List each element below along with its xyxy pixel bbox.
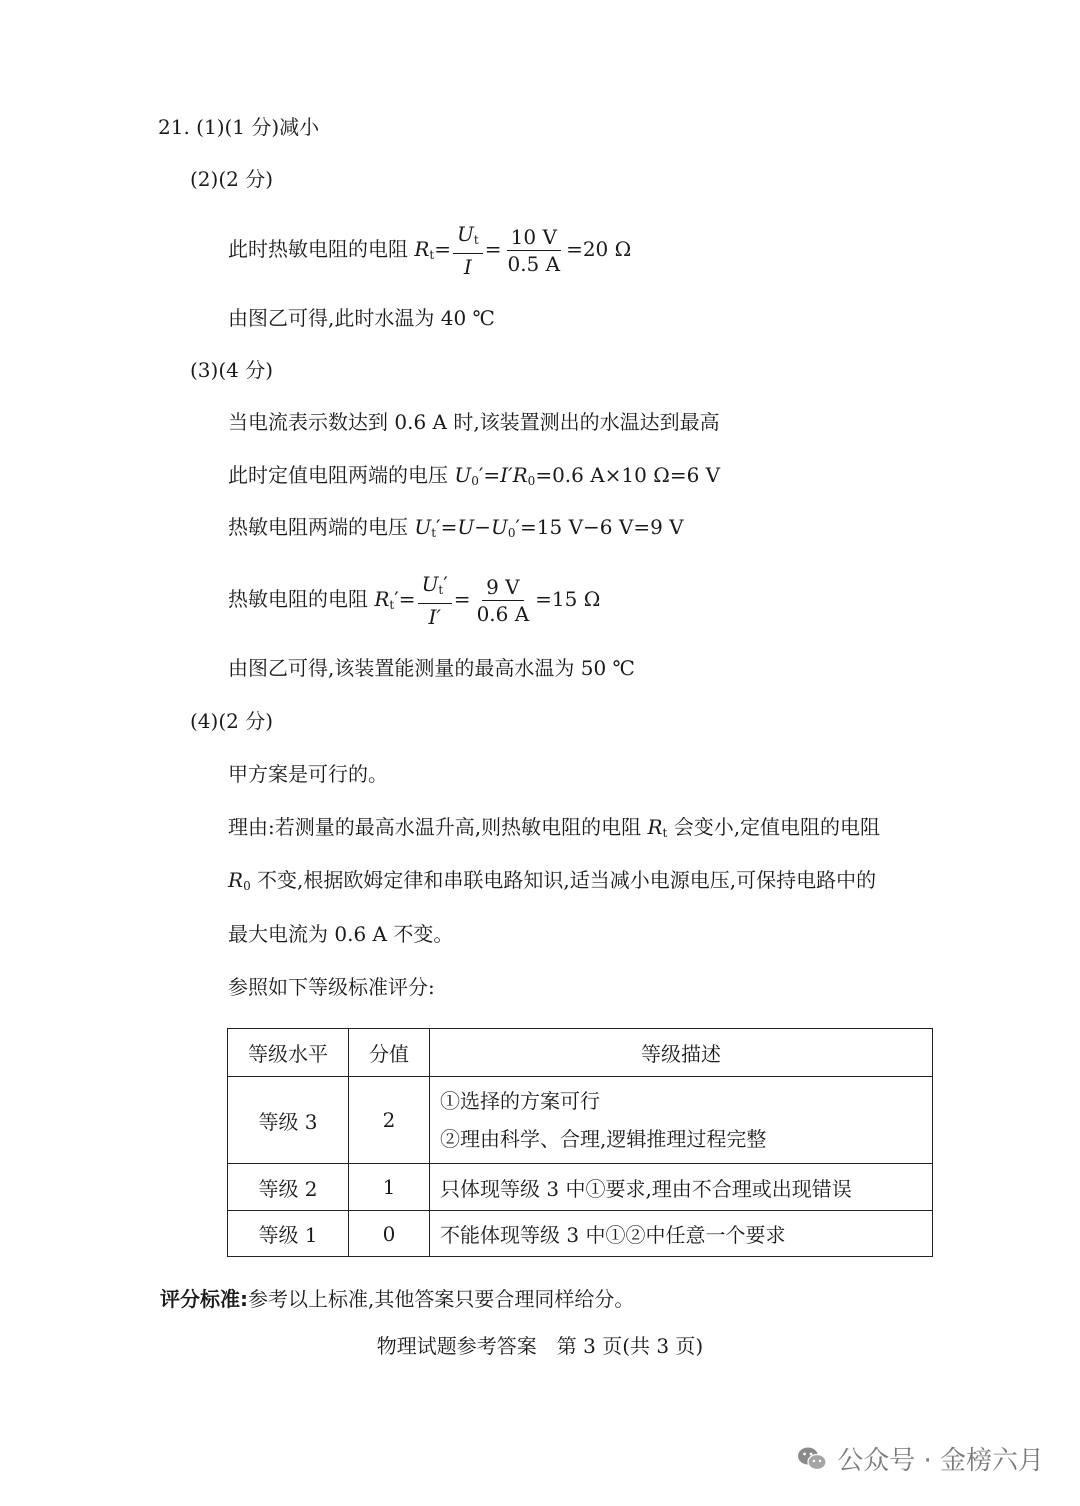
grading-standard-label: 评分标准: (160, 1287, 248, 1311)
grading-standard-text: 参考以上标准,其他答案只要合理同样给分。 (248, 1287, 635, 1311)
q21-part3-conclusion: 由图乙可得,该装置能测量的最高水温为 50 ℃ (228, 656, 635, 680)
description-item: ②理由科学、合理,逻辑推理过程完整 (440, 1127, 767, 1151)
q21-part4-reason-line3: 最大电流为 0.6 A 不变。 (228, 922, 454, 946)
header-level: 等级水平 (228, 1029, 349, 1077)
watermark-text: 公众号 · 金榜六月 (837, 1446, 1044, 1476)
header-description: 等级描述 (430, 1029, 933, 1077)
cell-description (430, 1077, 933, 1164)
cell-score: 1 (349, 1164, 430, 1211)
table-row (228, 1077, 933, 1164)
cell-score: 0 (349, 1211, 430, 1257)
cell-score: 2 (349, 1077, 430, 1164)
wechat-icon (797, 1446, 827, 1472)
cell-level: 等级 3 (228, 1077, 349, 1164)
cell-level: 等级 1 (228, 1211, 349, 1257)
q21-part4-answer: 甲方案是可行的。 (228, 762, 388, 786)
q21-part2-formula: 此时热敏电阻的电阻 $R_t=$ $\frac{U_t}{I}$ = $\frac{10 V}{0.5 A}$ =20 Ω (228, 222, 632, 279)
table-row (228, 1211, 933, 1257)
q21-part3-heading: (3)(4 分) (190, 358, 274, 382)
page-footer: 物理试题参考答案 第 3 页(共 3 页) (376, 1334, 704, 1358)
cell-level: 等级 2 (228, 1164, 349, 1211)
q21-part3-line2: 此时定值电阻两端的电压 $U_0'=I'R_0=0.6$ A×10 Ω=6 V (228, 463, 721, 488)
grading-table (227, 1028, 933, 1257)
q21-part4-heading: (4)(2 分) (190, 709, 274, 733)
q21-part3-line3: 热敏电阻两端的电压 $U_t'=U-U_0'=15$ V−6 V=9 V (228, 515, 684, 540)
q21-part4-reason-line2: $R_0$ 不变,根据欧姆定律和串联电路知识,适当减小电源电压,可保持电路中的 (228, 868, 877, 893)
header-score: 分值 (349, 1029, 430, 1077)
q21-part3-line1: 当电流表示数达到 0.6 A 时,该装置测出的水温达到最高 (228, 410, 720, 434)
q21-part4-reason-line1: 理由:若测量的最高水温升高,则热敏电阻的电阻 $R_t$ 会变小,定值电阻的电阻 (228, 815, 881, 840)
q21-part1: 21. (1)(1 分)减小 (158, 115, 320, 139)
grading-standard (160, 1286, 634, 1312)
watermark (797, 1440, 1044, 1477)
q21-part2-heading: (2)(2 分) (190, 167, 274, 191)
cell-description: 只体现等级 3 中①要求,理由不合理或出现错误 (430, 1164, 933, 1211)
grading-intro: 参照如下等级标准评分: (228, 975, 435, 999)
q21-part3-line4: 热敏电阻的电阻 $R_t'=$ $\frac{U_t'}{I'}$ = $\frac{9 V}{0.6 A}$ =15 Ω (228, 572, 601, 629)
cell-description: 不能体现等级 3 中①②中任意一个要求 (430, 1211, 933, 1257)
table-header-row (228, 1029, 933, 1077)
description-item: ①选择的方案可行 (440, 1089, 600, 1113)
table-row (228, 1164, 933, 1211)
q21-part2-conclusion: 由图乙可得,此时水温为 40 ℃ (228, 306, 495, 330)
